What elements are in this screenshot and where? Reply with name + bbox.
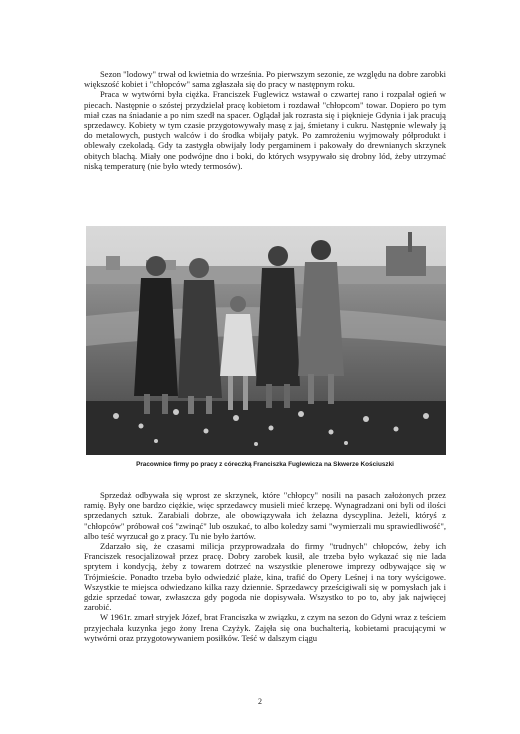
photo-workers-image [86, 226, 446, 455]
paragraph: Zdarzało się, że czasami milicja przyprowadzała do firmy "trudnych" chłopców, żeby ich Franciszek resocjalizował przez pracę. Dobry zarobek kusił, ale trzeba było wykazać się nie lada sprytem i kondycją, żeby z towarem dotrzeć na wszystkie plenerowe imprezy odbywające się w Trójmieście. Ponadto trzeba było odwiedzić plaże, kina, trafić do Opery Leśnej i na tory wyścigowe. Wszystkie te miejsca odwiedzano kilka razy dziennie. Sprzedawcy prześcigiwali się w pomysłach jak i gdzie sprzedać towar, zwłaszcza gdy pogoda nie dopisywała. Wszystko to po to, aby jak najwięcej zarobić. [84, 541, 446, 613]
paragraph: Praca w wytwórni była ciężka. Franciszek Fuglewicz wstawał o czwartej rano i rozpalał ogień w piecach. Następnie o szóstej przydzielał pracę kobietom i rozdawał "chłopcom" towar. Dopiero po tym miał czas na śniadanie a po nim szedł na spacer. Oglądał jak rozrasta się i pięknieje Gdynia i jak pracują sprzedawcy. Kobiety w tym czasie przygotowywały masę z jaj, śmietany i cukru. Następnie wlewały ją do metalowych, pustych walców i do środka wbijały patyk. Po zamrożeniu wyjmowały półprodukt i oblewały czekoladą. Gdy ta zastygła obwijały lody pergaminem i pakowały do drewnianych skrzynek obitych blachą. Miały one podwójne dno i boki, do których wsypywało się drobny lód, żeby utrzymać niską temperaturę (nie było wtedy termosów). [84, 89, 446, 171]
paragraph: Sprzedaż odbywała się wprost ze skrzynek, które "chłopcy" nosili na pasach założonych przez ramię. Były one bardzo ciężkie, więc sprzedawcy musieli mieć krzepę. Wynagradzani oni byli od ilości sprzedanych sztuk. Zarabiali dobrze, ale obowiązywała ich żelazna dyscyplina. Jeżeli, któryś z "chłopców" próbował coś "zwinąć" lub oszukać, to albo koledzy sami "wymierzali mu sprawiedliwość", albo teść wyrzucał go z pracy. Tu nie było żartów. [84, 490, 446, 541]
photograph [86, 226, 446, 455]
text-block-bottom [84, 490, 446, 643]
paragraph: Sezon "lodowy" trwał od kwietnia do września. Po pierwszym sezonie, ze względu na dobre zarobki większość kobiet i "chłopców" sama zgłaszała się do pracy w następnym roku. [84, 69, 446, 90]
paragraph: W 1961r. zmarł stryjek Józef, brat Franciszka w związku, z czym na sezon do Gdyni wraz z teściem przyjechała kuzynka jego żony Irena Czyżyk. Zajęła się ona buchalterią, kobietami pracującymi w wytwórni oraz przygotowywaniem posiłków. Teść w dalszym ciągu [84, 612, 446, 643]
photo-caption: Pracownice firmy po pracy z córeczką Franciszka Fuglewicza na Skwerze Kościuszki [136, 461, 394, 468]
page-number: 2 [258, 697, 262, 706]
text-block-top [84, 69, 446, 171]
